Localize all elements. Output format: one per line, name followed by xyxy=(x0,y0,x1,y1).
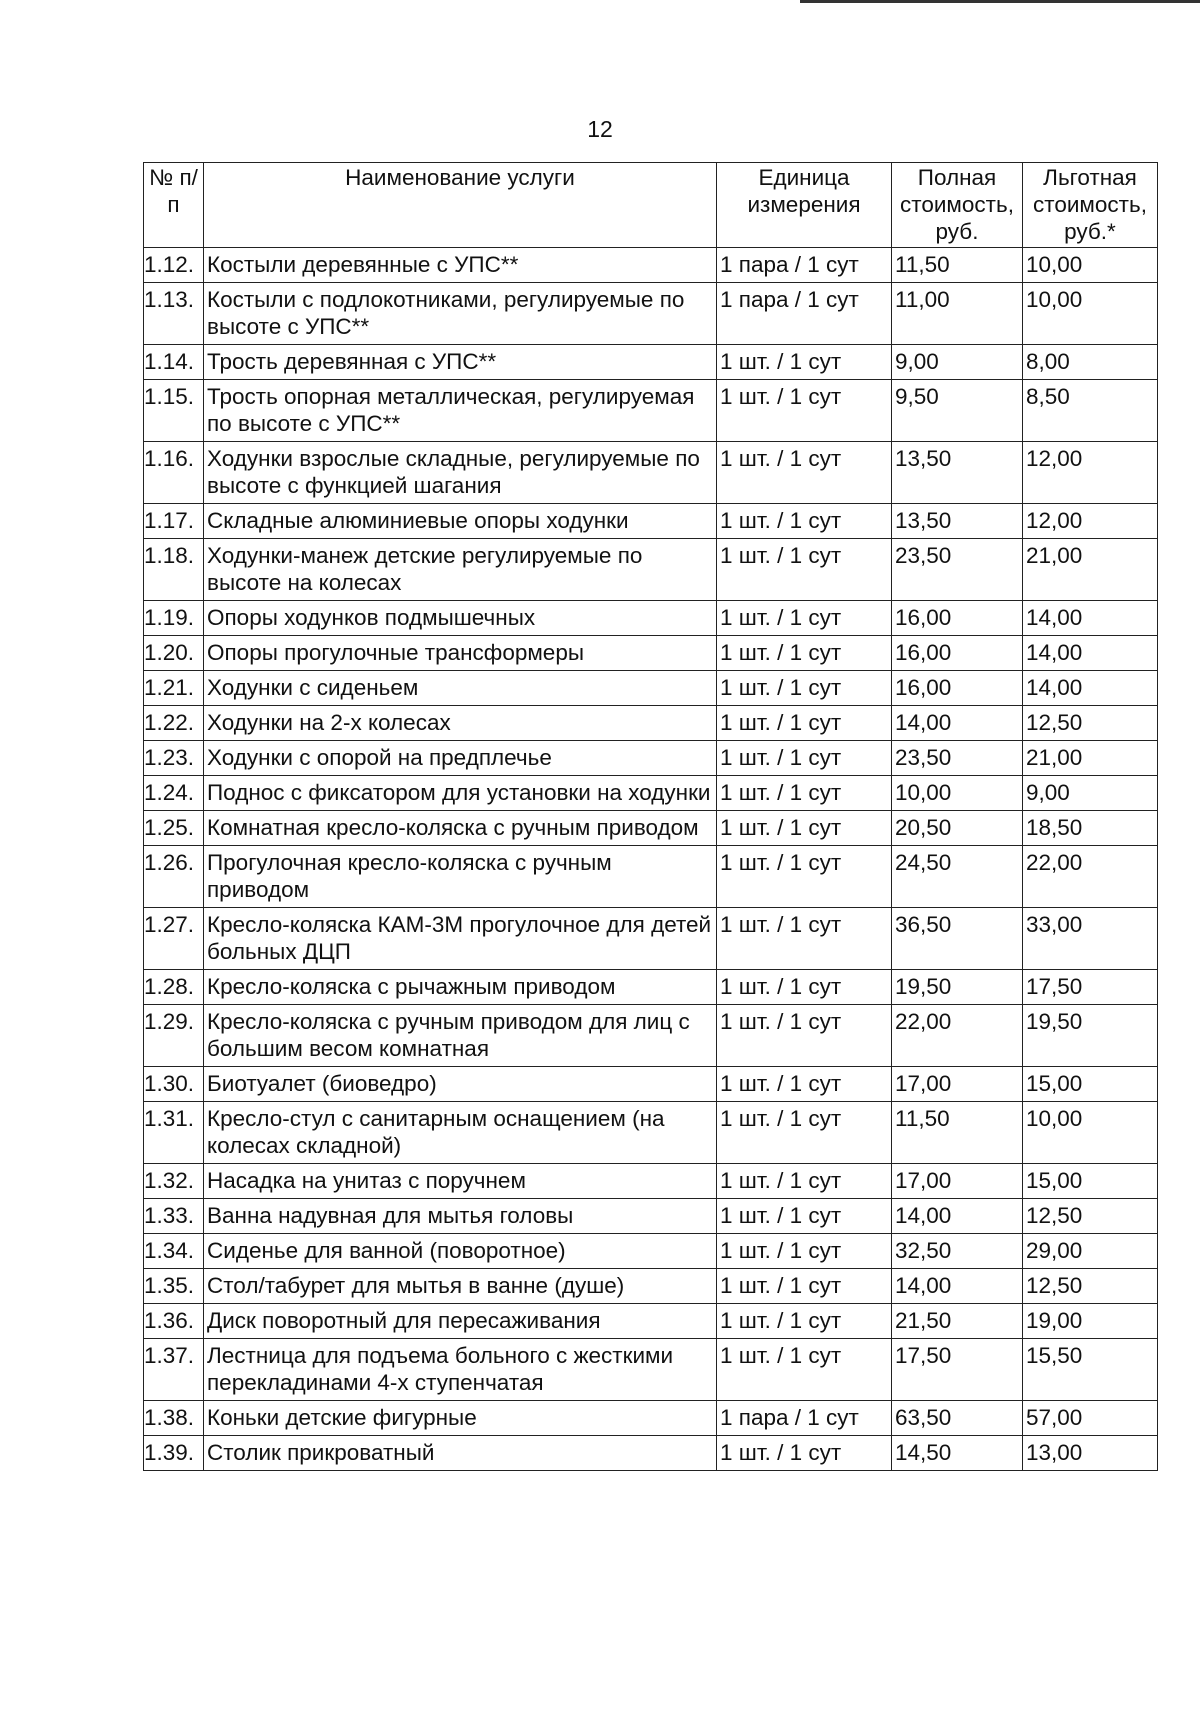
table-row xyxy=(144,345,1158,380)
table-row xyxy=(144,1067,1158,1102)
table-row xyxy=(144,539,1158,601)
cell-num: 1.38. xyxy=(144,1401,204,1436)
cell-full-price: 17,00 xyxy=(892,1067,1023,1102)
table-row xyxy=(144,1401,1158,1436)
cell-unit: 1 шт. / 1 сут xyxy=(717,1164,892,1199)
cell-service-name: Коньки детские фигурные xyxy=(204,1401,717,1436)
cell-discount-price: 15,50 xyxy=(1023,1339,1158,1401)
cell-unit: 1 шт. / 1 сут xyxy=(717,706,892,741)
cell-discount-price: 15,00 xyxy=(1023,1164,1158,1199)
cell-full-price: 16,00 xyxy=(892,636,1023,671)
cell-num: 1.18. xyxy=(144,539,204,601)
cell-service-name: Насадка на унитаз с поручнем xyxy=(204,1164,717,1199)
cell-full-price: 11,00 xyxy=(892,283,1023,345)
cell-num: 1.31. xyxy=(144,1102,204,1164)
cell-num: 1.13. xyxy=(144,283,204,345)
table-row xyxy=(144,1102,1158,1164)
cell-service-name: Ходунки взрослые складные, регулируемые по высоте с функцией шагания xyxy=(204,442,717,504)
cell-full-price: 36,50 xyxy=(892,908,1023,970)
cell-unit: 1 шт. / 1 сут xyxy=(717,1269,892,1304)
cell-discount-price: 12,00 xyxy=(1023,504,1158,539)
cell-service-name: Опоры прогулочные трансформеры xyxy=(204,636,717,671)
cell-num: 1.23. xyxy=(144,741,204,776)
cell-unit: 1 шт. / 1 сут xyxy=(717,345,892,380)
cell-full-price: 17,50 xyxy=(892,1339,1023,1401)
cell-discount-price: 10,00 xyxy=(1023,1102,1158,1164)
cell-num: 1.17. xyxy=(144,504,204,539)
cell-unit: 1 шт. / 1 сут xyxy=(717,442,892,504)
cell-full-price: 14,00 xyxy=(892,1199,1023,1234)
cell-unit: 1 шт. / 1 сут xyxy=(717,846,892,908)
cell-discount-price: 12,50 xyxy=(1023,706,1158,741)
cell-num: 1.12. xyxy=(144,248,204,283)
cell-full-price: 23,50 xyxy=(892,539,1023,601)
cell-num: 1.33. xyxy=(144,1199,204,1234)
cell-num: 1.29. xyxy=(144,1005,204,1067)
cell-num: 1.20. xyxy=(144,636,204,671)
cell-discount-price: 8,50 xyxy=(1023,380,1158,442)
cell-num: 1.27. xyxy=(144,908,204,970)
cell-unit: 1 шт. / 1 сут xyxy=(717,1199,892,1234)
cell-num: 1.30. xyxy=(144,1067,204,1102)
cell-discount-price: 33,00 xyxy=(1023,908,1158,970)
cell-num: 1.36. xyxy=(144,1304,204,1339)
table-body xyxy=(144,248,1158,1471)
cell-full-price: 10,00 xyxy=(892,776,1023,811)
cell-service-name: Ходунки на 2-х колесах xyxy=(204,706,717,741)
table-row xyxy=(144,846,1158,908)
cell-service-name: Ванна надувная для мытья головы xyxy=(204,1199,717,1234)
table-row xyxy=(144,380,1158,442)
table-row xyxy=(144,1199,1158,1234)
cell-full-price: 11,50 xyxy=(892,248,1023,283)
cell-service-name: Столик прикроватный xyxy=(204,1436,717,1471)
cell-discount-price: 22,00 xyxy=(1023,846,1158,908)
cell-discount-price: 12,50 xyxy=(1023,1199,1158,1234)
cell-num: 1.39. xyxy=(144,1436,204,1471)
cell-discount-price: 15,00 xyxy=(1023,1067,1158,1102)
cell-full-price: 14,50 xyxy=(892,1436,1023,1471)
cell-unit: 1 шт. / 1 сут xyxy=(717,380,892,442)
cell-discount-price: 14,00 xyxy=(1023,636,1158,671)
cell-discount-price: 9,00 xyxy=(1023,776,1158,811)
cell-discount-price: 17,50 xyxy=(1023,970,1158,1005)
cell-num: 1.21. xyxy=(144,671,204,706)
cell-num: 1.37. xyxy=(144,1339,204,1401)
cell-discount-price: 12,50 xyxy=(1023,1269,1158,1304)
cell-full-price: 21,50 xyxy=(892,1304,1023,1339)
cell-discount-price: 10,00 xyxy=(1023,248,1158,283)
cell-discount-price: 57,00 xyxy=(1023,1401,1158,1436)
cell-full-price: 13,50 xyxy=(892,442,1023,504)
table-row xyxy=(144,504,1158,539)
cell-service-name: Трость деревянная с УПС** xyxy=(204,345,717,380)
cell-discount-price: 10,00 xyxy=(1023,283,1158,345)
table-row xyxy=(144,1436,1158,1471)
cell-service-name: Кресло-коляска КАМ-3М прогулочное для детей больных ДЦП xyxy=(204,908,717,970)
cell-full-price: 17,00 xyxy=(892,1164,1023,1199)
cell-unit: 1 шт. / 1 сут xyxy=(717,671,892,706)
cell-full-price: 16,00 xyxy=(892,601,1023,636)
table-row xyxy=(144,283,1158,345)
table-row xyxy=(144,601,1158,636)
cell-num: 1.15. xyxy=(144,380,204,442)
cell-unit: 1 шт. / 1 сут xyxy=(717,1436,892,1471)
cell-unit: 1 шт. / 1 сут xyxy=(717,504,892,539)
cell-full-price: 20,50 xyxy=(892,811,1023,846)
cell-unit: 1 шт. / 1 сут xyxy=(717,636,892,671)
cell-unit: 1 шт. / 1 сут xyxy=(717,1234,892,1269)
table-row xyxy=(144,1234,1158,1269)
top-border-line xyxy=(800,0,1200,3)
table-row xyxy=(144,636,1158,671)
cell-service-name: Биотуалет (биоведро) xyxy=(204,1067,717,1102)
cell-unit: 1 пара / 1 сут xyxy=(717,283,892,345)
cell-service-name: Кресло-коляска с рычажным приводом xyxy=(204,970,717,1005)
cell-full-price: 63,50 xyxy=(892,1401,1023,1436)
cell-unit: 1 пара / 1 сут xyxy=(717,1401,892,1436)
cell-discount-price: 19,50 xyxy=(1023,1005,1158,1067)
cell-service-name: Прогулочная кресло-коляска с ручным приводом xyxy=(204,846,717,908)
cell-service-name: Кресло-стул с санитарным оснащением (на колесах складной) xyxy=(204,1102,717,1164)
table-row xyxy=(144,1269,1158,1304)
cell-service-name: Костыли деревянные с УПС** xyxy=(204,248,717,283)
cell-discount-price: 21,00 xyxy=(1023,741,1158,776)
cell-service-name: Стол/табурет для мытья в ванне (душе) xyxy=(204,1269,717,1304)
cell-full-price: 16,00 xyxy=(892,671,1023,706)
cell-service-name: Костыли с подлокотниками, регулируемые по высоте с УПС** xyxy=(204,283,717,345)
cell-num: 1.16. xyxy=(144,442,204,504)
cell-service-name: Поднос с фиксатором для установки на ходунки xyxy=(204,776,717,811)
cell-unit: 1 шт. / 1 сут xyxy=(717,811,892,846)
cell-full-price: 9,50 xyxy=(892,380,1023,442)
header-name: Наименование услуги xyxy=(204,163,717,248)
cell-num: 1.32. xyxy=(144,1164,204,1199)
cell-unit: 1 шт. / 1 сут xyxy=(717,1339,892,1401)
table-row xyxy=(144,1005,1158,1067)
cell-discount-price: 19,00 xyxy=(1023,1304,1158,1339)
cell-full-price: 14,00 xyxy=(892,1269,1023,1304)
cell-full-price: 14,00 xyxy=(892,706,1023,741)
cell-service-name: Кресло-коляска с ручным приводом для лиц с большим весом комнатная xyxy=(204,1005,717,1067)
page-number: 12 xyxy=(587,116,613,142)
cell-discount-price: 12,00 xyxy=(1023,442,1158,504)
cell-full-price: 24,50 xyxy=(892,846,1023,908)
cell-discount-price: 29,00 xyxy=(1023,1234,1158,1269)
price-table xyxy=(143,162,1158,1471)
cell-service-name: Диск поворотный для пересаживания xyxy=(204,1304,717,1339)
header-discount-price: Льготная стоимость, руб.* xyxy=(1023,163,1158,248)
cell-unit: 1 шт. / 1 сут xyxy=(717,908,892,970)
cell-service-name: Комнатная кресло-коляска с ручным приводом xyxy=(204,811,717,846)
header-num: № п/п xyxy=(144,163,204,248)
cell-unit: 1 шт. / 1 сут xyxy=(717,776,892,811)
table-row xyxy=(144,970,1158,1005)
cell-unit: 1 шт. / 1 сут xyxy=(717,1304,892,1339)
cell-num: 1.28. xyxy=(144,970,204,1005)
header-unit: Единица измерения xyxy=(717,163,892,248)
table-row xyxy=(144,908,1158,970)
cell-discount-price: 14,00 xyxy=(1023,671,1158,706)
cell-unit: 1 пара / 1 сут xyxy=(717,248,892,283)
table-row xyxy=(144,248,1158,283)
table-row xyxy=(144,1304,1158,1339)
cell-full-price: 11,50 xyxy=(892,1102,1023,1164)
cell-discount-price: 21,00 xyxy=(1023,539,1158,601)
table-row xyxy=(144,442,1158,504)
cell-service-name: Лестница для подъема больного с жесткими перекладинами 4-х ступенчатая xyxy=(204,1339,717,1401)
cell-service-name: Ходунки с опорой на предплечье xyxy=(204,741,717,776)
table-row xyxy=(144,671,1158,706)
cell-unit: 1 шт. / 1 сут xyxy=(717,601,892,636)
cell-discount-price: 14,00 xyxy=(1023,601,1158,636)
cell-full-price: 9,00 xyxy=(892,345,1023,380)
header-full-price: Полная стоимость, руб. xyxy=(892,163,1023,248)
table-header-row xyxy=(144,163,1158,248)
table-row xyxy=(144,811,1158,846)
cell-num: 1.35. xyxy=(144,1269,204,1304)
cell-discount-price: 13,00 xyxy=(1023,1436,1158,1471)
cell-full-price: 13,50 xyxy=(892,504,1023,539)
cell-unit: 1 шт. / 1 сут xyxy=(717,539,892,601)
cell-unit: 1 шт. / 1 сут xyxy=(717,970,892,1005)
cell-discount-price: 8,00 xyxy=(1023,345,1158,380)
cell-num: 1.26. xyxy=(144,846,204,908)
cell-discount-price: 18,50 xyxy=(1023,811,1158,846)
cell-service-name: Ходунки с сиденьем xyxy=(204,671,717,706)
table-row xyxy=(144,776,1158,811)
cell-num: 1.34. xyxy=(144,1234,204,1269)
cell-service-name: Ходунки-манеж детские регулируемые по высоте на колесах xyxy=(204,539,717,601)
cell-unit: 1 шт. / 1 сут xyxy=(717,1005,892,1067)
cell-num: 1.22. xyxy=(144,706,204,741)
cell-num: 1.14. xyxy=(144,345,204,380)
cell-full-price: 19,50 xyxy=(892,970,1023,1005)
cell-num: 1.24. xyxy=(144,776,204,811)
table-row xyxy=(144,706,1158,741)
cell-unit: 1 шт. / 1 сут xyxy=(717,741,892,776)
cell-service-name: Трость опорная металлическая, регулируемая по высоте с УПС** xyxy=(204,380,717,442)
cell-unit: 1 шт. / 1 сут xyxy=(717,1067,892,1102)
cell-num: 1.19. xyxy=(144,601,204,636)
cell-service-name: Опоры ходунков подмышечных xyxy=(204,601,717,636)
cell-num: 1.25. xyxy=(144,811,204,846)
cell-unit: 1 шт. / 1 сут xyxy=(717,1102,892,1164)
cell-service-name: Сиденье для ванной (поворотное) xyxy=(204,1234,717,1269)
cell-full-price: 22,00 xyxy=(892,1005,1023,1067)
cell-full-price: 32,50 xyxy=(892,1234,1023,1269)
table-row xyxy=(144,1339,1158,1401)
table-row xyxy=(144,1164,1158,1199)
table-row xyxy=(144,741,1158,776)
cell-full-price: 23,50 xyxy=(892,741,1023,776)
cell-service-name: Складные алюминиевые опоры ходунки xyxy=(204,504,717,539)
